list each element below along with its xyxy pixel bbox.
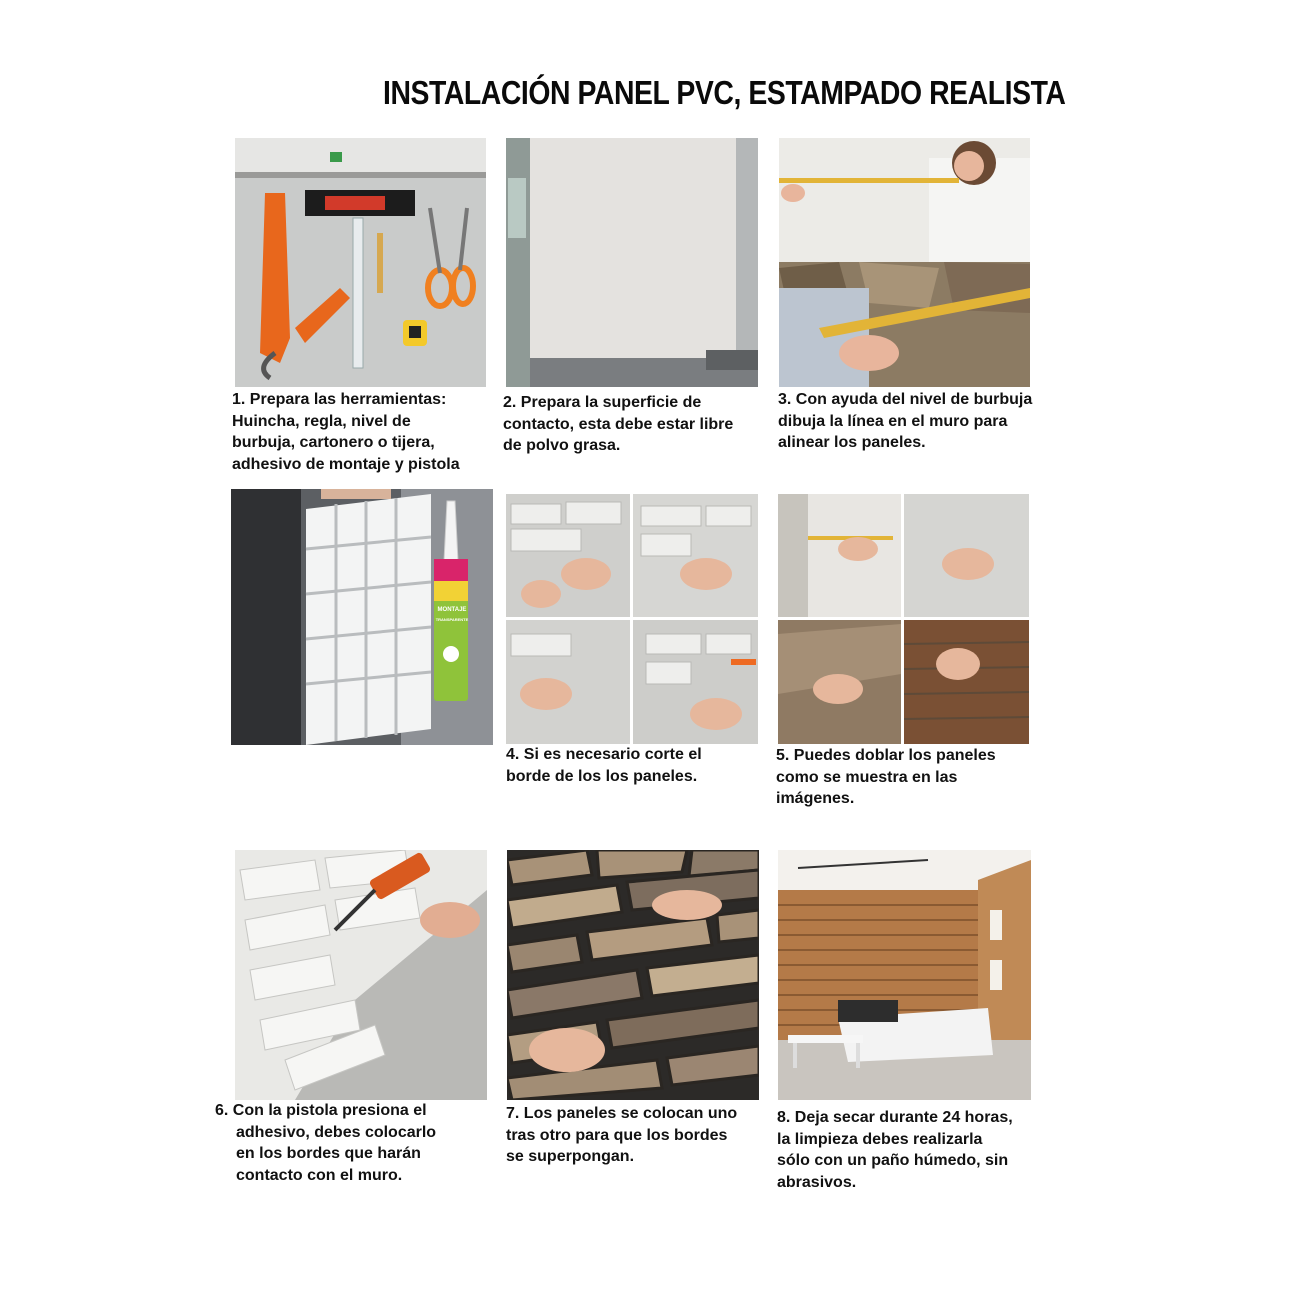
caption-line: imágenes. [776, 790, 855, 807]
caption-line: Huincha, regla, nivel de [232, 412, 411, 430]
caption-line: 1. Prepara las herramientas: [232, 391, 447, 408]
step-3-caption [778, 389, 1032, 454]
caption-line: dibuja la línea en el muro para [778, 412, 1008, 430]
step-6-caption [215, 1100, 436, 1186]
step-2-caption [503, 392, 733, 457]
caption-line: alinear los paneles. [778, 434, 926, 451]
caption-line: de polvo grasa. [503, 437, 621, 454]
bending-collage-photo [778, 494, 1029, 744]
step-8-caption [777, 1107, 1013, 1193]
step-7-caption [506, 1103, 737, 1168]
panels-adhesive-photo [231, 489, 493, 745]
wall-surface-photo [506, 138, 758, 387]
caption-line: como se muestra en las [776, 768, 958, 786]
caption-line: 3. Con ayuda del nivel de burbuja [778, 391, 1033, 408]
step-4-caption [506, 744, 702, 787]
caption-line: adhesivo, debes colocarlo [236, 1123, 437, 1141]
tools-photo [235, 138, 486, 387]
product-label-brand: MONTAJE [437, 607, 467, 613]
caption-line: abrasivos. [777, 1173, 857, 1191]
caption-line: 8. Deja secar durante 24 horas, [777, 1109, 1013, 1126]
caption-line: se superpongan. [506, 1148, 635, 1165]
caption-line: contacto con el muro. [236, 1166, 403, 1184]
caption-line: 6. Con la pistola presiona el [215, 1102, 427, 1119]
caption-line: la limpieza debes realizarla [777, 1130, 983, 1148]
step-1-caption [232, 389, 460, 475]
caption-line: burbuja, cartonero o tijera, [232, 434, 435, 451]
measuring-photo [779, 138, 1030, 387]
product-label-sub: TRANSPARENTE [435, 617, 469, 622]
caption-line: tras otro para que los bordes [506, 1126, 728, 1144]
step-5-caption [776, 745, 996, 810]
caption-line: 5. Puedes doblar los paneles [776, 747, 996, 764]
caption-line: 4. Si es necesario corte el [506, 746, 702, 763]
caption-line: en los bordes que harán [236, 1145, 421, 1162]
page-title: INSTALACIÓN PANEL PVC, ESTAMPADO REALISTA [383, 74, 1066, 111]
caption-line: 7. Los paneles se colocan uno [506, 1105, 738, 1122]
caption-line: contacto, esta debe estar libre [503, 415, 734, 433]
caption-line: adhesivo de montaje y pistola [232, 455, 460, 473]
adhesive-gun-photo [235, 850, 487, 1100]
caption-line: borde de los los paneles. [506, 767, 698, 785]
caption-line: 2. Prepara la superficie de [503, 394, 702, 411]
cutting-collage-photo [506, 494, 758, 744]
placing-panels-photo [507, 850, 759, 1100]
finished-room-photo [778, 850, 1031, 1100]
caption-line: sólo con un paño húmedo, sin [777, 1152, 1009, 1169]
